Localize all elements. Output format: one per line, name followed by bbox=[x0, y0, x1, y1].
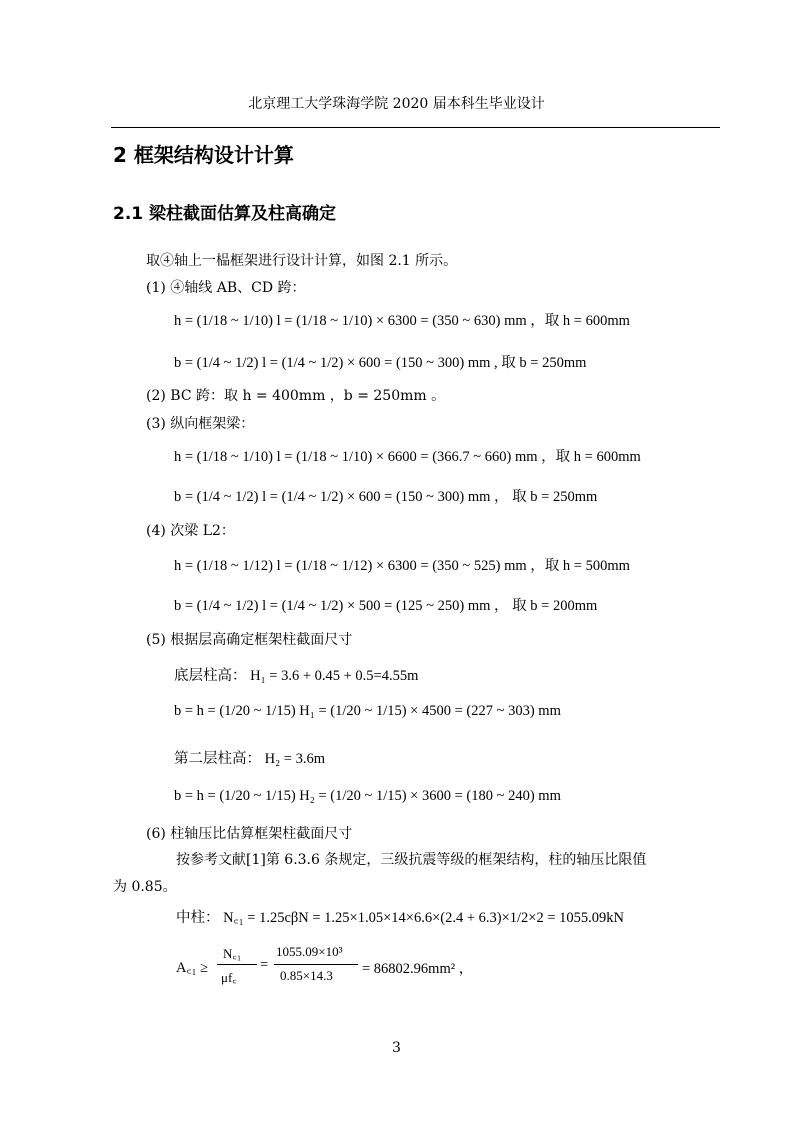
section-title: 2.1 梁柱截面估算及柱高确定 bbox=[113, 204, 337, 224]
fraction-bar bbox=[217, 964, 257, 965]
item-4-eq-1: h = (1/18 ~ 1/12) l = (1/18 ~ 1/12) × 6300 = (350 ~ 525) mm ，取 h = 500mm bbox=[174, 558, 630, 574]
fraction-bar bbox=[274, 964, 358, 965]
header-rule bbox=[111, 127, 720, 128]
page-number: 3 bbox=[392, 1040, 401, 1056]
running-header: 北京理工大学珠海学院 2020 届本科生毕业设计 bbox=[248, 96, 545, 112]
fraction-numeric bbox=[274, 944, 358, 992]
middle-column-formula: 中柱： N꜀₁ = 1.25cβN = 1.25×1.05×14×6.6×(2.4 + 6.3)×1/2×2 = 1055.09kN bbox=[176, 910, 625, 926]
area-lhs: A꜀₁ ≥ bbox=[176, 960, 209, 976]
fraction-numerator: 1055.09×10³ bbox=[276, 944, 343, 959]
fraction-numerator: N꜀₁ bbox=[223, 946, 242, 961]
item-5-label: (5) 根据层高确定框架柱截面尺寸 bbox=[146, 632, 353, 648]
item-1-label: (1) ④轴线 AB、CD 跨： bbox=[146, 280, 306, 296]
item-4-eq-2: b = (1/4 ~ 1/2) l = (1/4 ~ 1/2) × 500 = (125 ~ 250) mm ， 取 b = 200mm bbox=[174, 598, 598, 614]
item-4-label: (4) 次梁 L2： bbox=[146, 523, 235, 539]
paragraph-line-2: 为 0.85。 bbox=[113, 879, 177, 895]
item-5-eq-2: b = h = (1/20 ~ 1/15) H₁ = (1/20 ~ 1/15) × 4500 = (227 ~ 303) mm bbox=[174, 703, 561, 719]
paragraph-line-1: 按参考文献[1]第 6.3.6 条规定，三级抗震等级的框架结构，柱的轴压比限值 bbox=[176, 852, 647, 868]
chapter-title: 2 框架结构设计计算 bbox=[113, 143, 294, 167]
fraction-denominator: μf꜀ bbox=[221, 970, 237, 985]
item-5-eq-4: b = h = (1/20 ~ 1/15) H₂ = (1/20 ~ 1/15) × 3600 = (180 ~ 240) mm bbox=[174, 788, 561, 804]
item-6-label: (6) 柱轴压比估算框架柱截面尺寸 bbox=[146, 826, 353, 842]
item-1-eq-1: h = (1/18 ~ 1/10) l = (1/18 ~ 1/10) × 6300 = (350 ~ 630) mm ，取 h = 600mm bbox=[174, 313, 630, 329]
intro-text: 取④轴上一榀框架进行设计计算，如图 2.1 所示。 bbox=[146, 253, 458, 269]
item-2-label: (2) BC 跨：取 h = 400mm ，b = 250mm 。 bbox=[146, 388, 446, 404]
item-1-eq-2: b = (1/4 ~ 1/2) l = (1/4 ~ 1/2) × 600 = (150 ~ 300) mm , 取 b = 250mm bbox=[174, 355, 587, 371]
area-rhs: = 86802.96mm² ， bbox=[362, 961, 474, 977]
item-5-eq-1: 底层柱高： H₁ = 3.6 + 0.45 + 0.5=4.55m bbox=[174, 668, 419, 684]
fraction-n-over-mufc bbox=[217, 944, 257, 992]
item-3-eq-1: h = (1/18 ~ 1/10) l = (1/18 ~ 1/10) × 6600 = (366.7 ~ 660) mm ，取 h = 600mm bbox=[174, 449, 641, 465]
item-3-label: (3) 纵向框架梁： bbox=[146, 416, 255, 432]
item-5-eq-3: 第二层柱高： H₂ = 3.6m bbox=[174, 751, 325, 767]
fraction-denominator: 0.85×14.3 bbox=[280, 968, 333, 983]
area-equals: = bbox=[260, 957, 269, 973]
item-3-eq-2: b = (1/4 ~ 1/2) l = (1/4 ~ 1/2) × 600 = (150 ~ 300) mm ， 取 b = 250mm bbox=[174, 489, 598, 505]
